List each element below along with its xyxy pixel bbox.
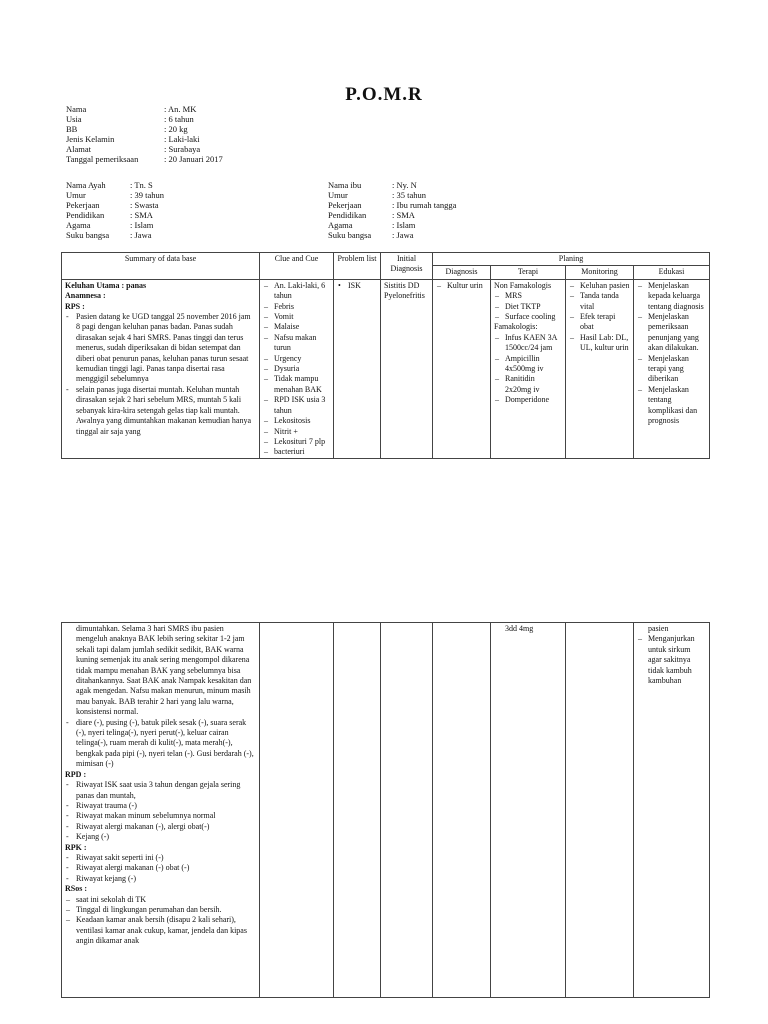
anamnesa-label: Anamnesa : xyxy=(65,291,106,301)
keluhan-label: Keluhan Utama xyxy=(65,280,120,290)
father-value: : Tn. S xyxy=(130,180,153,190)
father-label: Pekerjaan xyxy=(66,200,100,210)
keluhan-value: : panas xyxy=(121,280,147,290)
mother-row xyxy=(328,230,528,240)
rpd-item: - Riwayat trauma (-) xyxy=(65,801,256,811)
clue-item: – Urgency xyxy=(263,354,330,364)
patient-label: Nama xyxy=(66,104,87,114)
mother-label: Nama ibu xyxy=(328,180,362,190)
mother-row xyxy=(328,180,528,190)
father-row xyxy=(66,200,266,210)
header-initial: Initial Diagnosis xyxy=(381,253,433,280)
terapi-farmakologis: Famakologis: xyxy=(494,322,538,332)
edukasi-cell xyxy=(634,279,710,458)
terapi-continued: 3dd 4mg xyxy=(505,624,534,633)
patient-label: Tanggal pemeriksaan xyxy=(66,154,139,164)
patient-label: Usia xyxy=(66,114,82,124)
father-value: : Swasta xyxy=(130,200,159,210)
father-label: Suku bangsa xyxy=(66,230,110,240)
mother-value: : Jawa xyxy=(392,230,414,240)
clue-item: – Malaise xyxy=(263,322,330,332)
father-value: : 39 tahun xyxy=(130,190,164,200)
patient-value: : Surabaya xyxy=(164,144,201,154)
patient-row xyxy=(66,114,266,124)
clue-item: – Lekositosis xyxy=(263,416,330,426)
header-edukasi: Edukasi xyxy=(634,266,710,279)
pomr-table-continued xyxy=(61,622,710,998)
rpd-item: - Kejang (-) xyxy=(65,832,256,842)
mother-value: : Islam xyxy=(392,220,416,230)
diagnosis-cell xyxy=(433,279,491,458)
patient-row xyxy=(66,104,266,114)
summary-cell xyxy=(62,279,260,458)
problem-cell xyxy=(334,279,381,458)
father-value: : Islam xyxy=(130,220,154,230)
father-value: : Jawa xyxy=(130,230,152,240)
clue-item: – Vomit xyxy=(263,312,330,322)
father-row xyxy=(66,220,266,230)
terapi-item: – Surface cooling xyxy=(494,312,562,322)
father-info xyxy=(66,180,266,240)
father-label: Nama Ayah xyxy=(66,180,106,190)
rpk-item: - Riwayat alergi makanan (-) obat (-) xyxy=(65,863,256,873)
patient-label: Alamat xyxy=(66,144,92,154)
monitoring-item: – Keluhan pasien xyxy=(569,281,630,291)
initial-cell-continued xyxy=(381,623,433,998)
terapi-cell xyxy=(491,279,566,458)
monitoring-item: – Tanda tanda vital xyxy=(569,291,630,312)
mother-value: : SMA xyxy=(392,210,415,220)
rsos-item: – saat ini sekolah di TK xyxy=(65,895,256,905)
mother-label: Pekerjaan xyxy=(328,200,362,210)
document-title: P.O.M.R xyxy=(345,84,423,105)
diagnosis-item: – Kultur urin xyxy=(436,281,487,291)
terapi-item: – MRS xyxy=(494,291,562,301)
patient-value: : 20 Januari 2017 xyxy=(164,154,223,164)
edukasi-item: – Menjelaskan tentang komplikasi dan prognosis xyxy=(637,385,706,427)
rpd-item: - Riwayat makan minum sebelumnya normal xyxy=(65,811,256,821)
patient-label: BB xyxy=(66,124,78,134)
clue-item: – Dysuria xyxy=(263,364,330,374)
summary-item: - diare (-), pusing (-), batuk pilek sesak (-), suara serak (-), nyeri telinga(-), nyeri perut(-), keluar cairan telinga(-), ruam merah di kulit(-), mata merah(-), bengkak pada pipi (-), nyeri telan (-). Gusi berdarah (-), mimisan (-) xyxy=(65,718,256,770)
diagnosis-cell-continued xyxy=(433,623,491,998)
clue-item: – bacteriuri xyxy=(263,447,330,457)
rpd-label: RPD : xyxy=(65,769,87,779)
rsos-item: – Keadaan kamar anak bersih (disapu 2 kali sehari), ventilasi kamar anak cukup, kamar, jendela dan kipas angin dikamar anak xyxy=(65,915,256,946)
edukasi-item: – Menjelaskan pemeriksaan penunjang yang akan dilakukan. xyxy=(637,312,706,354)
summary-cell-continued xyxy=(62,623,260,998)
father-row xyxy=(66,180,266,190)
father-label: Agama xyxy=(66,220,91,230)
terapi-item: – Domperidone xyxy=(494,395,562,405)
problem-item: • ISK xyxy=(337,281,377,291)
patient-row xyxy=(66,134,266,144)
rpk-item: - Riwayat sakit seperti ini (-) xyxy=(65,853,256,863)
terapi-item: – Diet TKTP xyxy=(494,302,562,312)
header-monitoring: Monitoring xyxy=(566,266,634,279)
summary-item: - Pasien datang ke UGD tanggal 25 november 2016 jam 8 pagi dengan keluhan panas badan. Panas sudah dirasakan sejak 4 hari SMRS. Panas tinggi dan terus menerus, sudah diperiksakan di bidan setempat dan diberi obat penurun panas, keluhan panas turun sesaat kemudian tinggi lagi. Panas tanpa disertai rasa menggigil sebelumnya xyxy=(65,312,256,385)
patient-row xyxy=(66,144,266,154)
monitoring-item: – Hasil Lab: DL, UL, kultur urin xyxy=(569,333,630,354)
header-problem: Problem list xyxy=(334,253,381,280)
terapi-item: – Ampicillin 4x500mg iv xyxy=(494,354,562,375)
edukasi-item: – Menganjurkan untuk sirkum agar sakitnya tidak kambuh kambuhan xyxy=(637,634,706,686)
header-diagnosis: Diagnosis xyxy=(433,266,491,279)
rpk-label: RPK : xyxy=(65,842,87,852)
clue-item: – RPD ISK usia 3 tahun xyxy=(263,395,330,416)
mother-label: Umur xyxy=(328,190,348,200)
rpd-item: - Riwayat alergi makanan (-), alergi obat(-) xyxy=(65,822,256,832)
mother-label: Suku bangsa xyxy=(328,230,372,240)
mother-info xyxy=(328,180,528,240)
initial-diagnosis-cell: Sistitis DD Pyelonefritis xyxy=(381,279,433,458)
clue-item: – Lekosituri 7 plp xyxy=(263,437,330,447)
summary-item: - selain panas juga disertai muntah. Keluhan muntah dirasakan sejak 2 hari sebelum MRS, muntah 5 kali sebanyak kira-kira setengah gelas tiap kali muntah. Awalnya yang dimuntahkan makanan kemudian hanya tinggal air saja yang xyxy=(65,385,256,437)
terapi-item: – Ranitidin 2x20mg iv xyxy=(494,374,562,395)
mother-label: Agama xyxy=(328,220,353,230)
rpk-item: - Riwayat kejang (-) xyxy=(65,874,256,884)
header-terapi: Terapi xyxy=(491,266,566,279)
father-row xyxy=(66,210,266,220)
mother-row xyxy=(328,220,528,230)
monitoring-cell-continued xyxy=(566,623,634,998)
mother-value: : Ibu rumah tangga xyxy=(392,200,457,210)
terapi-item: – Infus KAEN 3A 1500cc/24 jam xyxy=(494,333,562,354)
patient-info xyxy=(66,104,266,164)
rsos-item: – Tinggal di lingkungan perumahan dan bersih. xyxy=(65,905,256,915)
patient-value: : 6 tahun xyxy=(164,114,194,124)
clue-item: – Nitrit + xyxy=(263,427,330,437)
terapi-cell-continued xyxy=(491,623,566,998)
mother-value: : Ny. N xyxy=(392,180,417,190)
mother-row xyxy=(328,200,528,210)
clue-cell-continued xyxy=(260,623,334,998)
header-summary: Summary of data base xyxy=(62,253,260,280)
edukasi-item: – Menjelaskan kepada keluarga tentang diagnosis xyxy=(637,281,706,312)
patient-value: : 20 kg xyxy=(164,124,188,134)
header-planing: Planing xyxy=(433,253,710,266)
patient-value: : An. MK xyxy=(164,104,197,114)
rsos-label: RSos : xyxy=(65,884,88,894)
father-row xyxy=(66,190,266,200)
mother-row xyxy=(328,210,528,220)
patient-row xyxy=(66,154,266,164)
summary-item: dimuntahkan. Selama 3 hari SMRS ibu pasien mengeluh anaknya BAK lebih sering sekitar 1-2 jam sekali tapi dalam jumlah sedikit sedikit, BAK warna kuning semenjak itu anak sering mengompol dikarena tidak mampu menahan BAK yang sebelumnya bisa ditahankannya. Saat BAK anak Nampak kesakitan dan agak mengedan. Nafsu makan menurun, minum masih mau banyak. BAB terahir 2 hari yang lalu warna, konsistensi normal. xyxy=(76,624,252,717)
edukasi-item: pasien xyxy=(648,624,669,633)
monitoring-item: – Efek terapi obat xyxy=(569,312,630,333)
rps-label: RPS : xyxy=(65,301,85,311)
patient-value: : Laki-laki xyxy=(164,134,200,144)
clue-item: – An. Laki-laki, 6 tahun xyxy=(263,281,330,302)
clue-item: – Tidak mampu menahan BAK xyxy=(263,374,330,395)
patient-row xyxy=(66,124,266,134)
mother-value: : 35 tahun xyxy=(392,190,426,200)
father-label: Umur xyxy=(66,190,86,200)
edukasi-cell-continued xyxy=(634,623,710,998)
father-label: Pendidikan xyxy=(66,210,105,220)
father-row xyxy=(66,230,266,240)
clue-cell xyxy=(260,279,334,458)
mother-label: Pendidikan xyxy=(328,210,367,220)
father-value: : SMA xyxy=(130,210,153,220)
pomr-table xyxy=(61,252,710,459)
terapi-nonfarmakologis: Non Famakologis xyxy=(494,280,552,290)
rpd-item: - Riwayat ISK saat usia 3 tahun dengan gejala sering panas dan muntah, xyxy=(65,780,256,801)
mother-row xyxy=(328,190,528,200)
header-clue: Clue and Cue xyxy=(260,253,334,280)
edukasi-item: – Menjelaskan terapi yang diberikan xyxy=(637,354,706,385)
patient-label: Jenis Kelamin xyxy=(66,134,115,144)
problem-cell-continued xyxy=(334,623,381,998)
clue-item: – Nafsu makan turun xyxy=(263,333,330,354)
monitoring-cell xyxy=(566,279,634,458)
clue-item: – Febris xyxy=(263,302,330,312)
